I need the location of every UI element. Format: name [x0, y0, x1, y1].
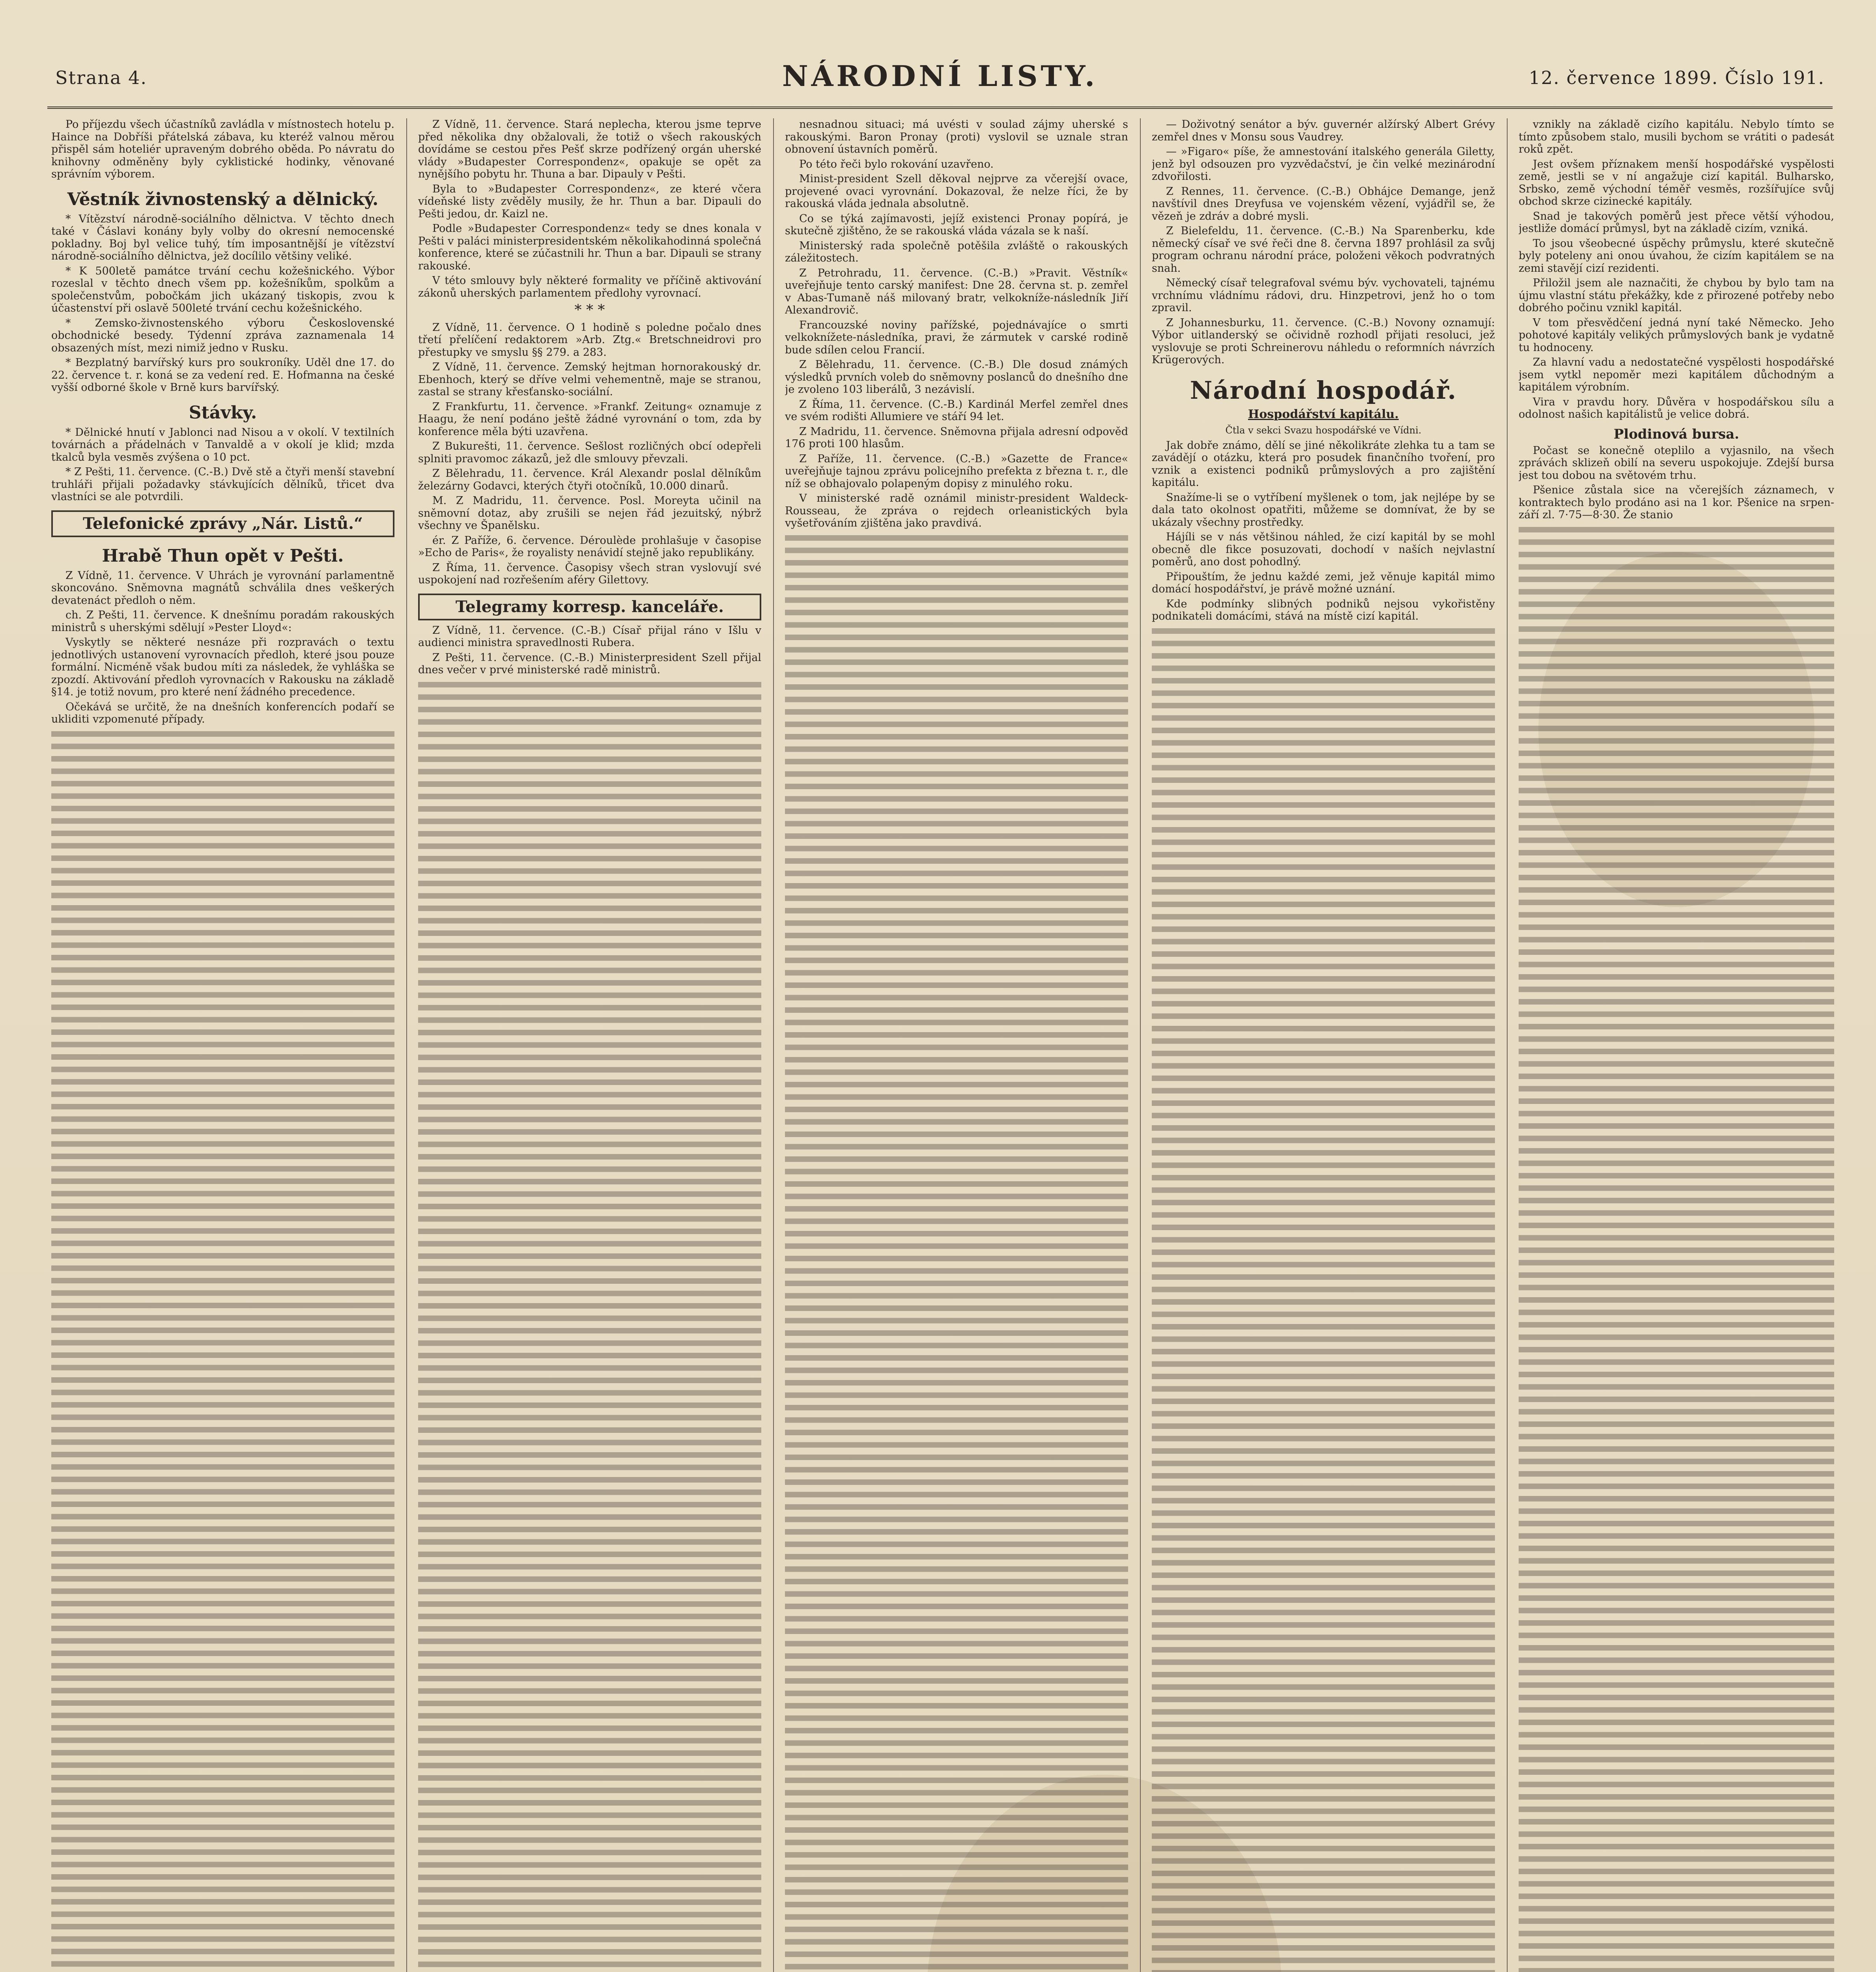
article-text: Z Petrohradu, 11. července. (C.-B.) »Pravit. Věstník« uveřejňuje tento carský manifest: Dne 28. června st. p. zemřel v Abas-Tumaně náš milovaný bratr, velkokníže-následník Jiří Alexandrovič.: [785, 267, 1128, 316]
masthead: [47, 47, 1833, 109]
article-text: To jsou všeobecné úspěchy průmyslu, které skutečně byly poteleny ani onou úvahou, že cizím kapitálem se na zemi stavějí cizí rezidenti.: [1519, 237, 1834, 275]
article-text: V této smlouvy byly některé formality ve příčině aktivování zákonů uherských parlamentem předlohy vyrovnací.: [418, 275, 761, 299]
article-text: Vyskytly se některé nesnáze při rozpravách o textu jednotlivých ustanovení vyrovnacích předloh, které jsou pouze formální. Nicméně však budou míti za následek, že vyhláška se zpozdí. Aktivování předloh vyrovnacích v Rakousku na základě §14. je totiž novum, pro které není žádného precedence.: [51, 636, 394, 698]
separator-stars: * * *: [574, 302, 605, 318]
article-text: Z Vídně, 11. července. V Uhrách je vyrovnání parlamentně skoncováno. Sněmovna magnátů schválila dnes veškerých devatenáct předloh o něm.: [51, 569, 394, 607]
column-rule: [773, 118, 774, 1972]
column-rule: [1507, 118, 1508, 1972]
article-text: Z Vídně, 11. července. O 1 hodině s poledne počalo dnes třetí přelíčení redaktorem »Arb. Ztg.« Bretschneidrovi pro přestupky ve smyslu §§ 279. a 283.: [418, 321, 761, 359]
page-number: Strana 4.: [55, 67, 147, 88]
article-text: Hájíli se v nás většinou náhled, že cizí kapitál by se mohl obecně dle fikce posuzovati, dochodí v naších nejvlastní poměrů, ano dost pohodlný.: [1152, 531, 1495, 568]
article-text: Francouzské noviny pařížské, pojednávajíce o smrti velkoknížete-následníka, pravi, že zármutek v carské rodině bude sdílen celou Francií.: [785, 319, 1128, 356]
article-text: Byla to »Budapester Correspondenz«, ze které včera vídeňské listy zvěděly musily, že hr. Thun a bar. Dipauli do Pešti jedou, dr. Kaizl ne.: [418, 183, 761, 220]
article-text: Německý císař telegrafoval svému býv. vychovateli, tajnému vrchnímu vládnímu rádovi, dru. Hinzpetrovi, jenž ho o tom zpravil.: [1152, 277, 1495, 314]
text-lines: [418, 679, 761, 1972]
article-text: * Dělnické hnutí v Jablonci nad Nisou a v okolí. V textilních továrnách a přádelnách v Tanvaldě a v okolí je klid; mzda tkalců byla vesměs zvýšena o 10 pct.: [51, 426, 394, 463]
article-text: Očekává se určitě, že na dnešních konferencích podaří se ukliditi vzpomenuté případy.: [51, 700, 394, 725]
article-text: Z Pešti, 11. července. (C.-B.) Ministerpresident Szell přijal dnes večer v prvé ministerské radě ministrů.: [418, 651, 761, 676]
article-text: Z Madridu, 11. července. Sněmovna přijala adresní odpověď 176 proti 100 hlasům.: [785, 425, 1128, 450]
article-text: * Zemsko-živnostenského výboru Československé obchodnické besedy. Týdenní zpráva zaznamenala 14 obsazených míst, mezi nimiž jedno v Rusku.: [51, 317, 394, 354]
column-3: [785, 118, 1128, 1972]
article-text: ér. Z Paříže, 6. července. Déroulède prohlašuje v časopise »Echo de Paris«, že royalisty nenávidí stejně jako republikány.: [418, 534, 761, 559]
article-text: Z Bělehradu, 11. července. (C.-B.) Dle dosud známých výsledků prvních voleb do sněmovny poslanců do dnešního dne je zvoleno 103 liberálů, 3 nezávislí.: [785, 359, 1128, 396]
text-lines: [1152, 625, 1495, 1972]
article-headline: Hrabě Thun opět v Pešti.: [102, 545, 344, 566]
article-text: Pšenice zůstala sice na včerejších záznamech, v kontraktech bylo prodáno asi na 1 kor. Pšenice na srpen-září zl. 7·75—8·30. Že stanio: [1519, 484, 1834, 521]
section-heading: Národní hospodář.: [1190, 375, 1457, 405]
text-lines: [1519, 524, 1834, 1972]
article-text: Minist-president Szell děkoval nejprve za včerejší ovace, projevené ovaci vyrovnání. Dokazoval, že nelze říci, že by rakouská vláda jednala absolutně.: [785, 173, 1128, 210]
article-text: Z Johannesburku, 11. července. (C.-B.) Novony oznamují: Výbor uitlanderský se očividně rozhodl přijati resoluci, jež vyslovuje se proti Schreinerovu náhledu o reformních návrzích Krügerových.: [1152, 316, 1495, 366]
article-text: vznikly na základě cizího kapitálu. Nebylo tímto se tímto způsobem stalo, musili bychom se vrátiti o padesát roků zpět.: [1519, 118, 1834, 155]
article-text: * Bezplatný barvířský kurs pro soukroníky. Uděl dne 17. do 22. července t. r. koná se za vedení red. E. Hofmanna na české vyšší odborné škole v Brně kurs barvířský.: [51, 357, 394, 394]
article-headline: Hospodářství kapitálu.: [1248, 407, 1399, 421]
article-text: * Z Pešti, 11. července. (C.-B.) Dvě stě a čtyři menší stavební truhláři přijali požadavky stávkujících dělníků, třicet dva vlastníci se ale potvrdili.: [51, 466, 394, 503]
article-text: Přiložil jsem ale naznačiti, že chybou by bylo tam na újmu vlastní státu překážky, kde z přirozené potřeby nebo dobrého počinu vznikl kapitál.: [1519, 277, 1834, 314]
article-text: Z Bielefeldu, 11. července. (C.-B.) Na Sparenberku, kde německý císař ve své řeči dne 8. června 1897 prohlásil za svůj program ochranu národní práce, položeni věkoch podvratných snah.: [1152, 225, 1495, 275]
article-text: Z Říma, 11. července. Časopisy všech stran vyslovují své uspokojení nad rozřešením aféry Gilettovy.: [418, 561, 761, 586]
column-5: [1519, 118, 1834, 1972]
column-1: [51, 118, 394, 1972]
article-text: * K 500letě památce trvání cechu kožešnického. Výbor rozeslal v těchto dnech všem pp. kožešníkům, spolkům a společenstvům, pobočkám jich ukázaný tiskopis, zvou k účastenství při oslavě 500leté trvání cechu kožešnického.: [51, 265, 394, 314]
column-4: [1152, 118, 1495, 1972]
article-text: Z Bukurešti, 11. července. Sešlost rozličných obcí odepřeli splniti pravomoc zákazů, jež dle smlouvy převzali.: [418, 440, 761, 465]
article-text: Z Paříže, 11. července. (C.-B.) »Gazette de France« uveřejňuje tajnou zprávu policejního prefekta z března t. r., dle níž se obhajovalo polapeným dopisy z minulého roku.: [785, 452, 1128, 490]
article-text: Z Bělehradu, 11. července. Král Alexandr poslal dělníkům železárny Godavci, kterých čtyři otočníků, 10.000 dinarů.: [418, 467, 761, 492]
article-text: Z Říma, 11. července. (C.-B.) Kardinál Merfel zemřel dnes ve svém rodišti Allumiere ve stáří 94 let.: [785, 398, 1128, 423]
article-text: Ministerský rada společně potěšila zvláště o rakouských záležitostech.: [785, 239, 1128, 264]
article-text: Co se týká zajímavosti, jejíž existenci Pronay popírá, je skutečně zjištěno, že se rakouská vláda vázala se k naší.: [785, 212, 1128, 237]
article-text: Jak dobře známo, dělí se jiné několikráte zlehka tu a tam se zavádějí o otázku, která pro posudek finančního tvoření, pro vznik a existenci podniků průmyslových a pro zajištění kapitálu.: [1152, 439, 1495, 489]
article-text: Z Vídně, 11. července. Zemský hejtman hornorakouský dr. Ebenhoch, který se dříve velmi vehementně, maje se stranou, zastal se strany křesťansko-sociální.: [418, 361, 761, 398]
article-text: ch. Z Pešti, 11. července. K dnešnímu poradám rakouských ministrů s uherskými sdělují »Pester Lloyd«:: [51, 609, 394, 634]
article-text: Z Rennes, 11. července. (C.-B.) Obhájce Demange, jenž navštívil dnes Dreyfusa ve vojenském vězení, vyjádřil se, že vězeň je zdráv a dobré mysli.: [1152, 185, 1495, 222]
article-text: Vira v pravdu hory. Důvěra v hospodářskou sílu a odolnost našich kapitálistů je velice dobrá.: [1519, 396, 1834, 420]
section-box-heading: Telegramy korresp. kanceláře.: [418, 594, 761, 620]
column-rule: [1140, 118, 1141, 1972]
article-text: Jest ovšem příznakem menší hospodářské vyspělosti země, jestli se v ní angažuje cizí kapitál. Bulharsko, Srbsko, země východní téměř vesměs, rozšířujíce svůj obchod skrze cizinecké kapitály.: [1519, 158, 1834, 207]
section-heading: Stávky.: [189, 402, 257, 423]
section-heading: Plodinová bursa.: [1613, 426, 1740, 442]
issue-date: 12. července 1899. Číslo 191.: [1528, 67, 1825, 88]
article-text: nesnadnou situaci; má uvésti v soulad zájmy uherské s rakouskými. Baron Pronay (proti) vyslovil se uznale stran obnovení ústavních poměrů.: [785, 118, 1128, 155]
text-lines: [51, 728, 394, 1972]
article-text: Za hlavní vadu a nedostatečné vyspělosti hospodářské jsem vytkl nepoměr mezi kapitálem důchodným a kapitálem výrobním.: [1519, 356, 1834, 393]
article-text: M. Z Madridu, 11. července. Posl. Moreyta učinil na sněmovní dotaz, aby zrušili se nejen řád jezuitský, nýbrž všechny ve Španělsku.: [418, 495, 761, 532]
article-text: V tom přesvědčení jedná nyní také Německo. Jeho pohotové kapitály velikých průmyslových bank je vydatně tu hodnoceny.: [1519, 316, 1834, 354]
article-text: — »Figaro« píše, že amnestování italského generála Giletty, jenž byl odsouzen pro vyzvědačství, je čin velké mezinárodní zdvořilosti.: [1152, 146, 1495, 183]
article-text: Po této řeči bylo rokování uzavřeno.: [799, 158, 994, 170]
article-text: Z Vídně, 11. července. (C.-B.) Císař přijal ráno v Išlu v audienci ministra spravedlnosti Rubera.: [418, 624, 761, 649]
article-text: — Doživotný senátor a býv. guvernér alžírský Albert Grévy zemřel dnes v Monsu sous Vaudrey.: [1152, 118, 1495, 143]
article-text: Kde podmínky slibných podniků nejsou vykořistěny podnikateli domácími, stává na místě cizí kapitál.: [1152, 598, 1495, 622]
text-lines: [785, 532, 1128, 1972]
article-text: Snažíme-li se o vytříbení myšlenek o tom, jak nejlépe by se dala tato okolnost opatřiti, můžeme se domnívat, že by se ukázaly všechny prostředky.: [1152, 491, 1495, 528]
article-text: Po příjezdu všech účastníků zavládla v místnostech hotelu p. Haince na Dobříši přátelská zábava, ku kteréž valnou měrou přispěl sám hoteliér upraveným dobrého oběda. Po návratu do knihovny odměněny byly cyklistické hodinky, věnované správním výborem.: [51, 118, 394, 180]
article-text: Podle »Budapester Correspondenz« tedy se dnes konala v Pešti v paláci ministerpresidentském několikahodinná společná konference, které se zúčastnili hr. Thun a bar. Dipauli se strany rakouské.: [418, 222, 761, 272]
article-text: Připouštím, že jednu každé zemi, jež věnuje kapitál mimo domácí hospodářství, je právě možné uznání.: [1152, 570, 1495, 595]
article-text: Počast se konečně oteplilo a vyjasnilo, na všech zprávách sklizeň obilí na severu uspokojuje. Zdejší bursa jest tou dobou na světovém trhu.: [1519, 444, 1834, 482]
article-text: Z Frankfurtu, 11. července. »Frankf. Zeitung« oznamuje z Haagu, že není podáno ještě žádné vyrovnání o tom, zda by konference měla býti uzavřena.: [418, 400, 761, 438]
article-text: Z Vídně, 11. července. Stará neplecha, kterou jsme teprve před několika dny obžalovali, že totiž o všech rakouských dovídáme se cestou přes Pešť skrze podřízený orgán uherské vlády »Budapester Correspondenz«, opakuje se opět za nynějšího pobytu hr. Thuna a bar. Dipauly v Pešti.: [418, 118, 761, 180]
column-2: [418, 118, 761, 1972]
article-text: V ministerské radě oznámil ministr-president Waldeck-Rousseau, že zpráva o rejdech orleanistických byla vyšetřováním zjištěna jako pravdivá.: [785, 492, 1128, 529]
article-text: * Vítězství národně-sociálního dělnictva. V těchto dnech také v Čáslavi konány byly volby do okresní nemocenské pokladny. Boj byl velice tuhý, tím imposantnější je vítězství národně-sociálního dělnictva, jež docílilo většiny veliké.: [51, 213, 394, 262]
newspaper-title: NÁRODNÍ LISTY.: [782, 59, 1098, 93]
article-byline: Čtla v sekci Svazu hospodářské ve Vídni.: [1225, 425, 1422, 436]
section-box-heading: Telefonické zprávy „Nár. Listů.“: [51, 510, 394, 537]
article-text: Snad je takových poměrů jest přece větší výhodou, jestliže domácí průmysl, byt na základě cizím, vzniká.: [1519, 210, 1834, 235]
column-rule: [406, 118, 407, 1972]
section-heading: Věstník živnostenský a dělnický.: [67, 189, 379, 209]
